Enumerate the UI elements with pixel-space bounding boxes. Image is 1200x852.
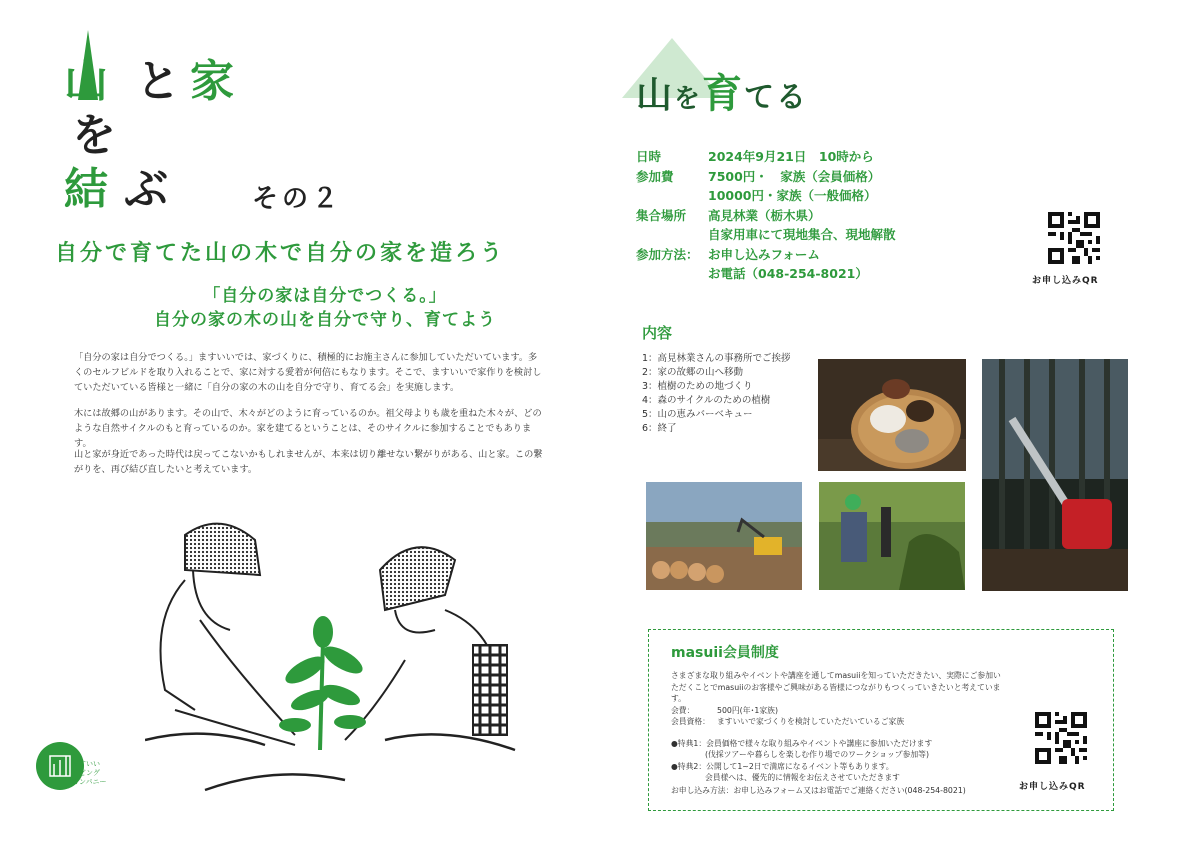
info-row [636, 147, 896, 167]
program-heading: 内容 [642, 324, 673, 342]
info-label [636, 225, 708, 245]
photo-chainsaw-forest [982, 359, 1128, 591]
title-musu: 結 [64, 164, 110, 215]
qr-label: お申し込みQR [1019, 782, 1086, 792]
program-list [642, 352, 791, 436]
info-value: お申し込みフォーム [708, 246, 820, 262]
intro-paragraph-1: 「自分の家は自分でつくる。」ますいいでは、家づくりに、積極的にお施主さんに参加していただいています。多くのセルフビルドを取り入れることで、家に対する愛着が何倍にもなります。そこで、ますいいで家作りを検討していただいている皆様と一緒に「自分の家の木の山を自分で守り、育てる会」を実施します。 [74, 352, 542, 393]
list-item: 5：山の恵みバーベキュー [642, 409, 753, 420]
quote-line-2: 自分の家の木の山を自分で守り、育てよう [154, 309, 496, 330]
qr-code-icon[interactable] [1035, 712, 1087, 764]
info-value: 2024年9月21日 10時から [708, 149, 874, 164]
eligibility-row [671, 716, 1001, 728]
info-row [636, 186, 896, 206]
eligibility-label: 会員資格： [671, 717, 710, 726]
info-label: 参加方法： [636, 246, 699, 262]
qr-code-icon[interactable] [1048, 212, 1100, 264]
photo-bbq-food [818, 359, 966, 471]
info-label: 参加費 [636, 168, 674, 184]
event-info [636, 147, 896, 284]
membership-intro: さまざまな取り組みやイベントや講座を通してmasuiiを知っていただきたい、実際にご参加いただくことでmasuiiのお客様やご興味がある皆様につながりもつくっていきたいと考えています。 [671, 671, 1001, 703]
subtitle: その２ [252, 184, 343, 214]
info-label [636, 264, 708, 284]
title-bu: ぶ [124, 164, 170, 215]
title-wo: を [674, 84, 703, 114]
title-yama: 山 [64, 56, 110, 107]
qr-label: お申し込みQR [1032, 276, 1099, 286]
logo-text [72, 760, 107, 787]
info-value: 7500円・ 家族（会員価格） [708, 168, 881, 184]
right-page [600, 0, 1200, 852]
perk-2: ●特典2：公開して1~2日で満席になるイベント等もあります。 [671, 761, 894, 771]
list-item: 3：植樹のための地づくり [642, 381, 753, 392]
photo-logs-excavator [646, 482, 802, 590]
title-to: と [136, 56, 182, 107]
fee-value: 500円(年･1家族) [717, 705, 779, 715]
list-item: 1：高見林業さんの事務所でご挨拶 [642, 353, 791, 364]
fee-row [671, 705, 1001, 717]
title-mountain: 山 [636, 75, 675, 116]
list-item: 6：終了 [642, 423, 677, 434]
list-item: 4：森のサイクルのための植樹 [642, 395, 771, 406]
title-ie: 家 [190, 56, 236, 107]
info-value: 10000円・家族（一般価格） [708, 188, 877, 203]
logo-text-2: リビング [72, 769, 100, 777]
eligibility-value: ますいいで家づくりを検討していただいているご家族 [717, 717, 905, 726]
perk-1-note: (伐採ツアーや暮らしを楽しむ作り場でのワークショップ参加等) [705, 750, 930, 759]
info-row [636, 245, 896, 265]
logo-text-1: ますいい [72, 760, 100, 768]
membership-apply: お申し込み方法：お申し込みフォーム又はお電話でご連絡ください(048-254-8021) [671, 786, 966, 795]
quote-block [110, 285, 540, 333]
title-sodate: 育 [702, 71, 745, 117]
info-value: お電話（048-254-8021） [708, 266, 868, 281]
intro-paragraph-3: 山と家が身近であった時代は戻ってこないかもしれませんが、本来は切り離せない繋がりがある、山と家。この繋がりを、再び結び直したいと考えています。 [74, 449, 543, 475]
membership-box [648, 629, 1114, 811]
right-title [636, 62, 808, 119]
list-item: 2：家の故郷の山へ移動 [642, 367, 744, 378]
info-value: 高見林業（栃木県） [708, 207, 821, 223]
info-row [636, 225, 896, 245]
info-row [636, 264, 896, 284]
info-row [636, 167, 896, 187]
photo-planting-people [819, 482, 965, 590]
info-value: 自家用車にて現地集合、現地解散 [708, 227, 896, 242]
title-teru: てる [744, 80, 809, 115]
intro-paragraph-2: 木には故郷の山があります。その山で、木々がどのように育っているのか。祖父母よりも歳を重ねた木々が、どのような自然サイクルのもと育っているのか。家を建てるということは、そのサイクルに参加することでもあります。 [74, 408, 542, 449]
membership-text [671, 670, 1001, 784]
title-wo: を [72, 110, 118, 161]
catch-copy: 自分で育てた山の木で自分の家を造ろう [55, 241, 506, 266]
logo-text-3: カンパニー [72, 778, 107, 786]
perk-1: ●特典1：会員価格で様々な取り組みやイベントや講座に参加いただけます [671, 738, 933, 748]
spacer [671, 728, 1001, 738]
info-row [636, 206, 896, 226]
planting-illustration [145, 510, 525, 810]
perk-2-note: 会員様へは、優先的に情報をお伝えさせていただきます [705, 773, 900, 782]
fee-label: 会費： [671, 705, 695, 715]
info-label: 集合場所 [636, 207, 687, 223]
membership-heading: masuii会員制度 [671, 645, 779, 661]
info-label: 日時 [636, 149, 662, 164]
info-label [636, 186, 708, 206]
quote-line-1: 「自分の家は自分でつくる。」 [203, 286, 447, 306]
